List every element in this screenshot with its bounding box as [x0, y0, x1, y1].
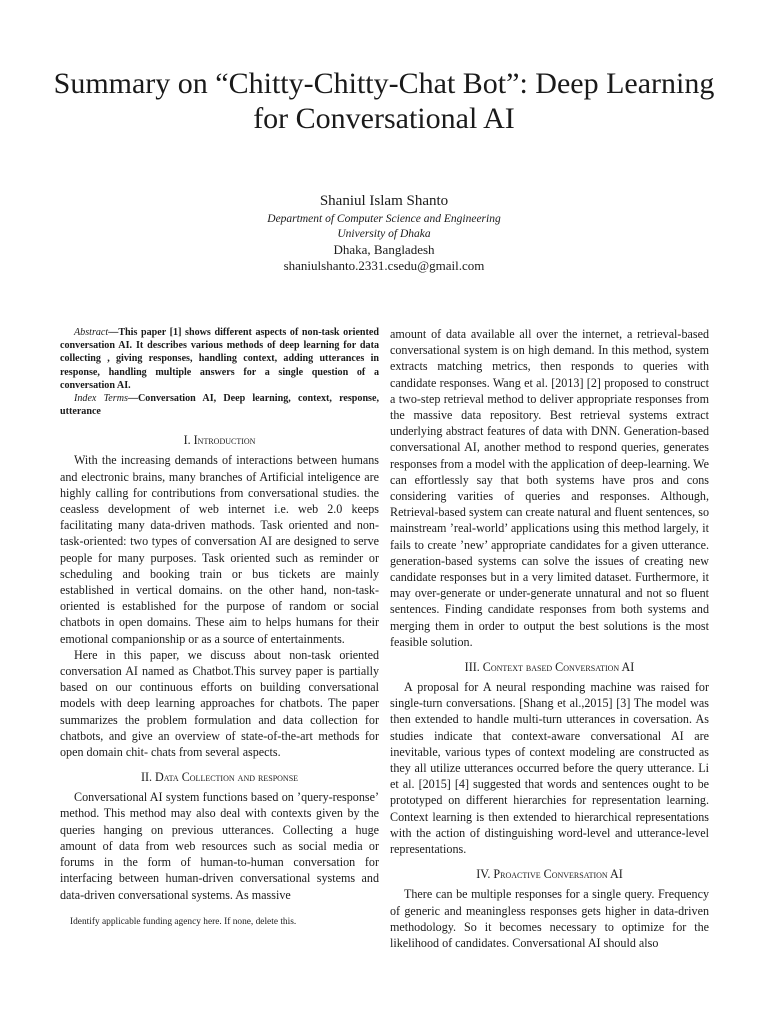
proactive-paragraph: There can be multiple responses for a single query. Frequency of generic and meaningless responses gets higher in data-driven methodology. So it becomes necessary to optimize for the likelihood of candidates. Conversational AI should also: [390, 887, 709, 950]
intro-paragraph-1: With the increasing demands of interactions between humans and electronic brains, many branches of Artificial inteligence are highly calling for contributions from conversational studies. the ceasless development of web internet i.e. web 2.0 keeps facilitating many data-driven mathods. Task oriented and non-task-oriented: two types of conversation AI are designed to serve people for many purposes. Task oriented such as reminder or scheduling and booking train or bus tickets are mainly established in vertical domains. on the other hand, non-task-oriented is established for the purpose of random or social chatbots in open domains. These aim to helps humans for their emotional companionship or as a source of entertainments.: [60, 453, 379, 646]
author-email: shaniulshanto.2331.csedu@gmail.com: [283, 258, 485, 273]
section-heading-introduction: I. Introduction: [183, 433, 256, 448]
abstract-lead: Abstract: [74, 327, 109, 338]
index-terms-text: —Conversation AI, Deep learning, context, response, utterance: [60, 393, 379, 418]
context-paragraph: A proposal for A neural responding machine was raised for single-turn conversations. [Shang et al.,2015] [3] The model was then extended to handle multi-turn utterances in coversation. As studies indicate that context-aware conversational AI are inevitable, various types of context modeling are constructed as they all utilize utterances occurred before the query utterance. Li et al. [2015] [4] suggested that words and sentences ought to be prototyped on different hierarchies for representation learning. Context learning is then extended to hierarchical representations with the action of distinguishing word-level and utterance-level representations.: [390, 680, 709, 857]
section-heading-data-collection: II. Data Collection and response: [140, 770, 299, 785]
abstract: [60, 326, 379, 392]
right-column: [390, 326, 709, 951]
paper-title: Summary on “Chitty-Chitty-Chat Bot”: Deep Learning for Conversational AI: [53, 67, 715, 135]
data-collection-paragraph-continued: amount of data available all over the internet, a retrieval-based conversational system is on high demand. In this method, system extracts matching metrics, then responds to queries with candidate responses. Wang et al. [2013] [2] proposed to construct a two-step retrieval method to deliver appropriate responses from the massive data repository. Best retrieval systems extract underlying abstract features of data with DNN. Generation-based conversational AI, another method to respond queries, generates responses from a model with the application of deep-learning. We can effortlessly say that both systems have pros and cons considering varities of queries and responses. Although, Retrieval-based system can create natural and fluent sentences, so mainstream ’real-world’ applications using this method largely, it fails to create ’new’ appropriate candidates for a given utterance. generation-based systems can solve the issues of creating new candidate responses but in a very limited dataset. Furthermore, it may over-generate or under-generate unnatural and not so fluent sentences. Finding candidate responses from both systems and merging them in order to output the best solutions is the most feasible solution.: [390, 327, 709, 649]
author-block: [40, 192, 728, 274]
author-location: Dhaka, Bangladesh: [333, 242, 435, 257]
author-department: Department of Computer Science and Engineering: [267, 213, 501, 225]
index-terms-lead: Index Terms: [74, 393, 128, 405]
section-heading-context: III. Context based Conversation AI: [464, 660, 635, 675]
index-terms: [60, 392, 379, 418]
data-collection-paragraph: Conversational AI system functions based on ’query-response’ method. This method may also deal with contexts given by the queries hanging on previous utterances. Collecting a huge amount of data from web resources such as social media or forums in the form of human-to-human conversation for interfacing between human-driven conversational systems and data-driven conversational systems. As massive: [60, 790, 379, 902]
abstract-text: —This paper [1] shows different aspects of non-task oriented conversation AI. It describes various methods of deep learning for data collecting , giving responses, handling context, adding utterances in response, handling multiple answers for a single question of a conversation AI.: [60, 327, 379, 391]
section-heading-proactive: IV. Proactive Conversation AI: [476, 867, 623, 882]
intro-paragraph-2: Here in this paper, we discuss about non-task oriented conversation AI named as Chatbot.This survey paper is partially based on our continuous efforts on building conversational models with deep learning approaches for chatbots. The paper summarizes the problem formulation and data collection for chatbots, and give an overview of state-of-the-art methods for open domain chit- chats from several aspects.: [60, 647, 379, 760]
author-name: Shaniul Islam Shanto: [319, 193, 449, 209]
left-column: [60, 326, 379, 903]
funding-footnote: Identify applicable funding agency here. If none, delete this.: [70, 917, 297, 927]
author-university: University of Dhaka: [337, 228, 431, 240]
